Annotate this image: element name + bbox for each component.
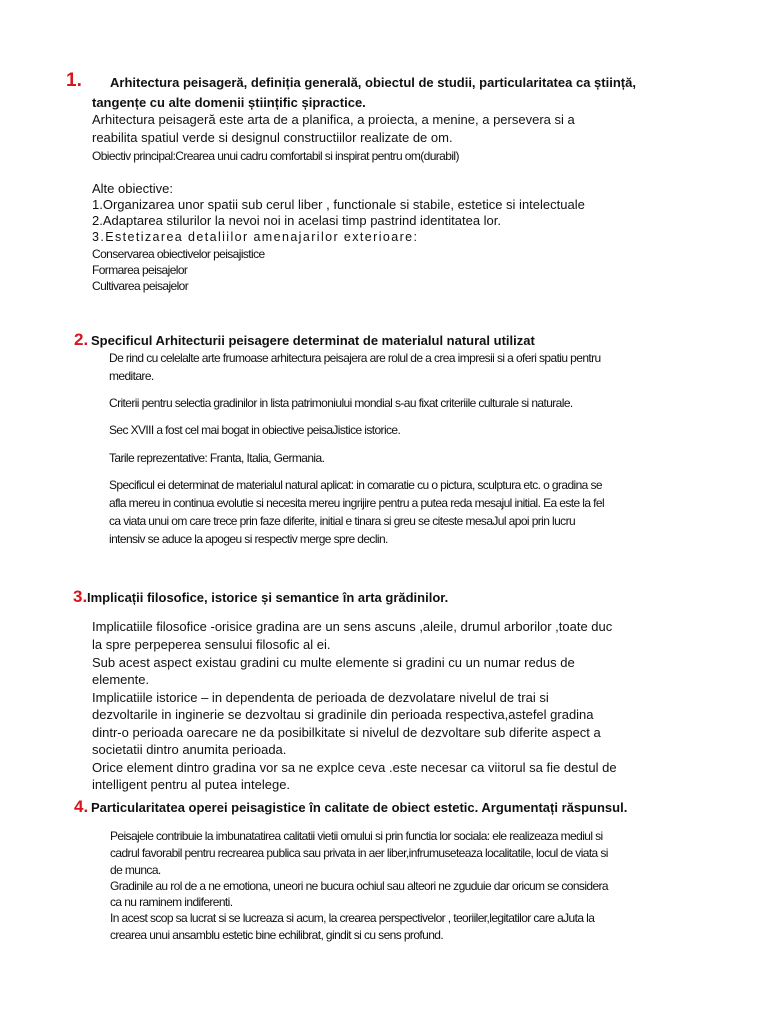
section-4-text-line: In acest scop sa lucrat si se lucreaza si acum, la crearea perspectivelor , teoriiler,legitatilor care aJuta la: [110, 911, 595, 925]
section-3-text-line: intelligent pentru al putea intelege.: [92, 777, 291, 792]
section-1-text-line: Arhitectura peisageră este arta de a planifica, a proiecta, a menine, a persevera si a: [92, 112, 575, 127]
section-3-title: Implicații filosofice, istorice și semantice în arta grădinilor.: [87, 590, 449, 605]
section-3-text-line: Sub acest aspect existau gradini cu multe elemente si gradini cu un numar redus de: [92, 655, 575, 670]
section-2-text-line: Criterii pentru selectia gradinilor in lista patrimoniului mondial s-au fixat criteriile culturale si naturale.: [109, 396, 573, 410]
section-2-text-line: Sec XVIII a fost cel mai bogat in obiective peisaJistice istorice.: [109, 423, 401, 437]
section-4-title: Particularitatea operei peisagistice în calitate de obiect estetic. Argumentați răspunsul.: [91, 800, 628, 815]
section-3-text-line: Implicatiile istorice – in dependenta de perioada de dezvolatare nivelul de trai si: [92, 690, 549, 705]
section-1-text-line: Conservarea obiectivelor peisajistice: [92, 247, 265, 261]
section-3-number: 3.: [73, 587, 88, 606]
section-1-title-line-2: tangențe cu alte domenii științific șipractice.: [92, 95, 366, 110]
section-1-text-line: 3.Estetizarea detaliilor amenajarilor exterioare:: [92, 230, 419, 244]
section-2-text-line: afla mereu in continua evolutie si necesita mereu ingrijire pentru a putea reda mesajul initial. Ea este la fel: [109, 496, 605, 510]
section-1-text-line: 1.Organizarea unor spatii sub cerul liber , functionale si stabile, estetice si intelectuale: [92, 197, 585, 212]
section-3-text-line: Orice element dintro gradina vor sa ne explce ceva .este necesar ca viitorul sa fie destul de: [92, 760, 617, 775]
section-1-text-line: Alte obiective:: [92, 181, 173, 196]
section-3-text-line: dintr-o perioada oarecare ne da posibilkitate si nivelul de dezvoltare sub diferite aspect a: [92, 725, 601, 740]
section-3-text-line: elemente.: [92, 672, 150, 687]
section-3-text-line: societatii dintro anumita perioada.: [92, 742, 287, 757]
section-4-text-line: Peisajele contribuie la imbunatatirea calitatii vietii omului si prin functia lor sociala: ele realizeaza mediul si: [110, 829, 603, 843]
section-2-text-line: Specificul ei determinat de materialul natural aplicat: in comaratie cu o pictura, sculptura etc. o gradina se: [109, 478, 602, 492]
section-1-text-line: reabilita spatiul verde si designul constructiilor realizate de om.: [92, 130, 453, 145]
section-4-text-line: crearea unui ansamblu estetic bine echilibrat, gindit si cu sens profund.: [110, 928, 444, 942]
section-1-text-line: Formarea peisajelor: [92, 263, 188, 277]
section-1-text-line: Obiectiv principal:Crearea unui cadru comfortabil si inspirat pentru om(durabil): [92, 149, 459, 163]
section-2-text-line: De rind cu celelalte arte frumoase arhitectura peisajera are rolul de a crea impresii si a oferi spatiu pentru: [109, 351, 601, 365]
section-2-text-line: Tarile reprezentative: Franta, Italia, Germania.: [109, 451, 325, 465]
section-4-text-line: Gradinile au rol de a ne emotiona, uneori ne bucura ochiul sau alteori ne zguduie dar oricum se considera: [110, 879, 609, 893]
section-4-text-line: de munca.: [110, 863, 161, 877]
section-1-text-line: Cultivarea peisajelor: [92, 279, 189, 293]
section-4-text-line: ca nu raminem indiferenti.: [110, 895, 233, 909]
section-4-number: 4.: [74, 797, 89, 816]
section-4-text-line: cadrul favorabil pentru recrearea publica sau privata in aer liber,infrumuseteaza localitatile, locul de viata si: [110, 846, 608, 860]
section-2-title: Specificul Arhitecturii peisagere determinat de materialul natural utilizat: [91, 333, 535, 348]
section-2-number: 2.: [74, 330, 89, 349]
section-1-text-line: 2.Adaptarea stilurilor la nevoi noi in acelasi timp pastrind identitatea lor.: [92, 213, 502, 228]
section-3-text-line: dezvoltarile in inginerie se dezvoltau si gradinile din perioada respectiva,astefel gradina: [92, 707, 594, 722]
section-2-text-line: meditare.: [109, 369, 154, 383]
section-3-text-line: la spre perpeperea sensului filosofic al ei.: [92, 637, 331, 652]
section-1-number: 1.: [66, 70, 82, 91]
section-2-text-line: ca viata unui om care trece prin faze diferite, initial e tinara si greu se citeste mesaJul apoi prin lucru: [109, 514, 576, 528]
section-1-title-line-1: Arhitectura peisageră, definiția generală, obiectul de studii, particularitatea ca știință,: [110, 75, 636, 90]
section-2-text-line: intensiv se aduce la apogeu si respectiv merge spre declin.: [109, 532, 388, 546]
section-3-text-line: Implicatiile filosofice -orisice gradina are un sens ascuns ,aleile, drumul arborilor ,toate duc: [92, 619, 613, 634]
